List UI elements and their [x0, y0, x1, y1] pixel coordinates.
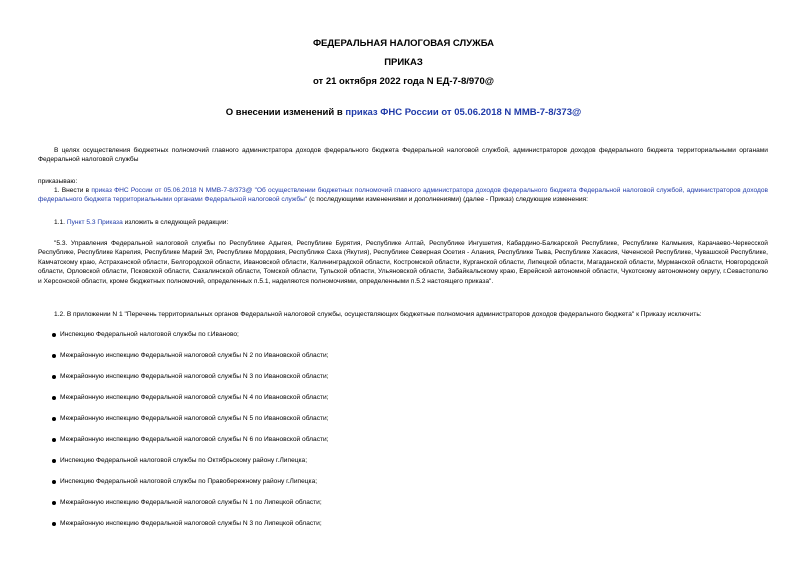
- list-item-text: Межрайонную инспекцию Федеральной налоговой службы N 3 по Ивановской области;: [60, 373, 329, 380]
- item-1-suffix: (с последующими изменениями и дополнениями) (далее - Приказ) следующие изменения:: [307, 196, 588, 204]
- list-item-text: Инспекцию Федеральной налоговой службы по г.Иваново;: [60, 331, 239, 338]
- bullet-icon: [52, 396, 56, 400]
- list-item: [52, 456, 752, 477]
- item-1-link[interactable]: приказ ФНС России от 05.06.2018 N ММВ-7-8/373@ "Об осуществлении бюджетных полномочий главного администратора доходов федерального бюджета Федеральной налоговой службой, администраторов доходов федерального бюджета территориальными органами Федеральной налоговой службы": [38, 187, 768, 204]
- list-item-text: Инспекцию Федеральной налоговой службы по Правобережному району г.Липецка;: [60, 478, 318, 485]
- list-item: [52, 393, 752, 414]
- list-item: [52, 435, 752, 456]
- bullet-icon: [52, 417, 56, 421]
- list-item: [52, 372, 752, 393]
- list-item: [52, 351, 752, 372]
- item-1-1-paragraph: [38, 218, 768, 227]
- bullet-icon: [52, 480, 56, 484]
- list-item-text: Межрайонную инспекцию Федеральной налоговой службы N 3 по Липецкой области;: [60, 520, 322, 527]
- item-1-1-suffix: изложить в следующей редакции:: [122, 219, 229, 226]
- list-item: [52, 330, 752, 351]
- list-item: [52, 498, 752, 519]
- document-title: [0, 107, 807, 118]
- date-number-heading: от 21 октября 2022 года N ЕД-7-8/970@: [312, 76, 495, 87]
- list-item-text: Межрайонную инспекцию Федеральной налоговой службы N 6 по Ивановской области;: [60, 436, 329, 443]
- order-word: приказываю:: [38, 178, 78, 185]
- title-prefix: О внесении изменений в: [225, 107, 346, 118]
- item-1-1-link[interactable]: Пункт 5.3 Приказа: [66, 219, 123, 226]
- bullet-icon: [52, 438, 56, 442]
- bullet-icon: [52, 501, 56, 505]
- list-item: [52, 519, 752, 540]
- item-1-2-paragraph: 1.2. В приложении N 1 "Перечень территориальных органов Федеральной налоговой службы, осуществляющих бюджетные полномочия администраторов доходов федерального бюджета" к Приказу исключить:: [54, 311, 702, 318]
- quote-paragraph: "5.3. Управления Федеральной налоговой службы по Республике Адыгея, Республике Бурятия, Республике Алтай, Республике Ингушетия, Кабардино-Балкарской Республике, Республике Калмыкия, Карачаево-Черкесской Республике, Республике Карелия, Республике Марий Эл, Республике Мордовия, Республике Саха (Якутия), Республике Северная Осетия - Алания, Республике Тыва, Республике Хакасия, Чеченской Республике, Чувашской Республике, Камчатскому краю, Астраханской области, Белгородской области, Ивановской области, Калининградской области, Костромской области, Курганской области, Липецкой области, Магаданской области, Мурманской области, Новгородской области, Орловской области, Псковской области, Сахалинской области, Томской области, Тульской области, Ульяновской области, Забайкальскому краю, Еврейской автономной области, Чукотскому автономному округу, г.Севастополю и Херсонской области, кроме бюджетных полномочий, определенных п.5.1, наделяются полномочиями, определенными п.5.2 настоящего приказа".: [38, 240, 768, 285]
- agency-heading: ФЕДЕРАЛЬНАЯ НАЛОГОВАЯ СЛУЖБА: [312, 38, 495, 49]
- bullet-icon: [52, 333, 56, 337]
- item-1-prefix: 1. Внести в: [54, 187, 92, 194]
- bullet-icon: [52, 522, 56, 526]
- list-item: [52, 477, 752, 498]
- list-item: [52, 414, 752, 435]
- bullet-icon: [52, 375, 56, 379]
- list-item-text: Инспекцию Федеральной налоговой службы по Октябрьскому району г.Липецка;: [60, 457, 308, 464]
- list-item-text: Межрайонную инспекцию Федеральной налоговой службы N 4 по Ивановской области;: [60, 394, 329, 401]
- exclusion-list: [52, 330, 752, 540]
- item-1-1-prefix: 1.1.: [54, 219, 67, 226]
- preamble-paragraph: В целях осуществления бюджетных полномочий главного администратора доходов федерального бюджета Федеральной налоговой службой, администраторов доходов федерального бюджета территориальными органами Федеральной налоговой службы: [38, 147, 768, 164]
- list-item-text: Межрайонную инспекцию Федеральной налоговой службы N 1 по Липецкой области;: [60, 499, 322, 506]
- item-1-paragraph: [38, 186, 768, 205]
- list-item-text: Межрайонную инспекцию Федеральной налоговой службы N 5 по Ивановской области;: [60, 415, 329, 422]
- bullet-icon: [52, 459, 56, 463]
- bullet-icon: [52, 354, 56, 358]
- doc-type-heading: ПРИКАЗ: [384, 57, 423, 68]
- list-item-text: Межрайонную инспекцию Федеральной налоговой службы N 2 по Ивановской области;: [60, 352, 329, 359]
- title-link[interactable]: приказ ФНС России от 05.06.2018 N ММВ-7-8/373@: [345, 107, 582, 118]
